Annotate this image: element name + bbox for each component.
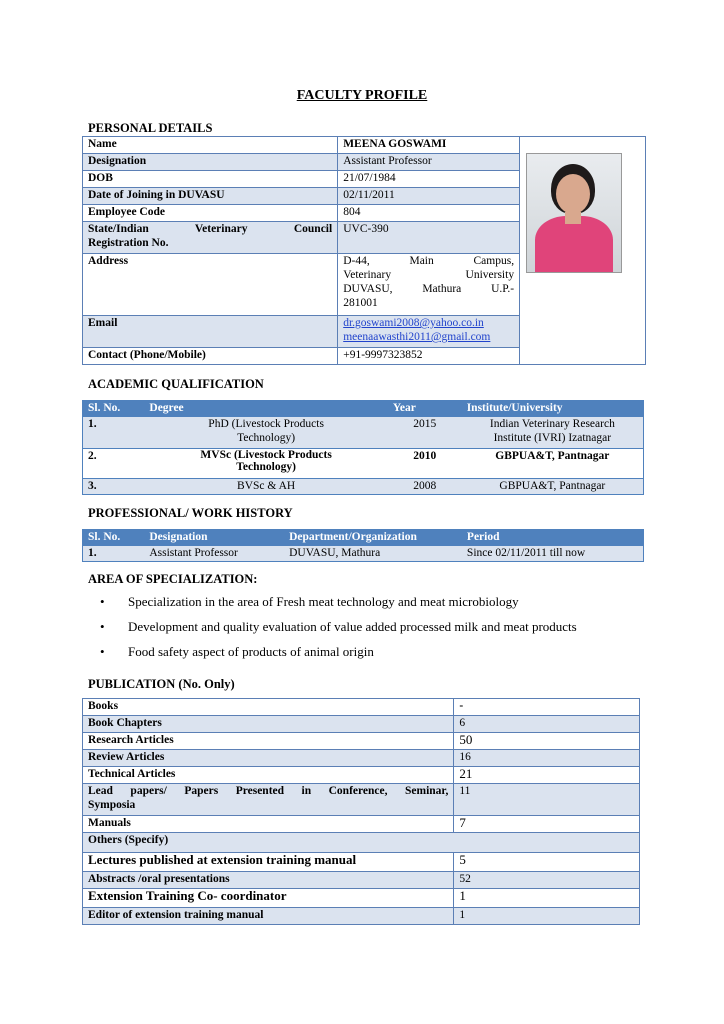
specialization-item: Specialization in the area of Fresh meat technology and meat microbiology <box>128 594 519 609</box>
table-row <box>83 699 640 716</box>
publication-value: 6 <box>454 716 640 733</box>
work-header-designation: Designation <box>144 530 284 546</box>
academic-table <box>82 400 644 495</box>
table-row <box>83 889 640 908</box>
list-item <box>100 619 577 635</box>
specialization-item: Development and quality evaluation of value added processed milk and meat products <box>128 619 577 634</box>
table-row <box>83 479 644 495</box>
table-row <box>83 833 640 853</box>
table-row <box>83 733 640 750</box>
table-row <box>83 853 640 872</box>
work-header-sl: Sl. No. <box>83 530 145 546</box>
email-link-1[interactable]: dr.goswami2008@yahoo.co.in <box>343 317 484 329</box>
academic-year: 2010 <box>388 449 462 479</box>
publication-label: Book Chapters <box>83 716 454 733</box>
address-line-2: Veterinary University <box>343 269 515 281</box>
specialization-item: Food safety aspect of products of animal origin <box>128 644 374 659</box>
email-label: Email <box>83 316 338 348</box>
specialization-heading: AREA OF SPECIALIZATION: <box>88 572 258 586</box>
academic-sl: 1. <box>83 417 145 449</box>
address-line-4: 281001 <box>343 297 378 309</box>
designation-value: Assistant Professor <box>338 154 520 171</box>
publication-value: 1 <box>454 889 640 908</box>
personal-details-table <box>82 136 646 365</box>
bullet-icon: • <box>100 644 105 659</box>
address-label: Address <box>83 254 338 316</box>
work-history-table <box>82 529 644 562</box>
publication-value: 16 <box>454 750 640 767</box>
academic-sl: 3. <box>83 479 145 495</box>
table-row <box>83 716 640 733</box>
academic-header-institute: Institute/University <box>462 401 644 417</box>
academic-degree-cont: Technology) <box>236 461 296 473</box>
bullet-icon: • <box>100 619 105 634</box>
publication-label: Extension Training Co- coordinator <box>83 889 454 908</box>
work-header-period: Period <box>462 530 644 546</box>
publication-value: 5 <box>454 853 640 872</box>
academic-header-sl: Sl. No. <box>83 401 145 417</box>
name-label: Name <box>83 137 338 154</box>
academic-heading: ACADEMIC QUALIFICATION <box>88 377 264 391</box>
employee-code-label: Employee Code <box>83 205 338 222</box>
publication-label: Research Articles <box>83 733 454 750</box>
publication-value: - <box>454 699 640 716</box>
academic-institute-cont: Institute (IVRI) Izatnagar <box>493 431 612 444</box>
academic-header-year: Year <box>388 401 462 417</box>
publication-value: 52 <box>454 872 640 889</box>
academic-institute: GBPUA&T, Pantnagar <box>462 479 644 495</box>
work-header-department: Department/Organization <box>284 530 462 546</box>
work-department: DUVASU, Mathura <box>284 546 462 562</box>
profile-photo <box>526 153 622 273</box>
doj-label: Date of Joining in DUVASU <box>83 188 338 205</box>
publication-value: 7 <box>454 816 640 833</box>
table-row <box>83 816 640 833</box>
publication-label: Books <box>83 699 454 716</box>
registration-label-line1: State/Indian Veterinary Council <box>88 223 333 235</box>
contact-value: +91-9997323852 <box>338 348 520 365</box>
academic-year: 2008 <box>388 479 462 495</box>
address-line-3: DUVASU, Mathura U.P.- <box>343 283 515 295</box>
table-row <box>83 872 640 889</box>
list-item <box>100 644 374 660</box>
table-row <box>83 546 644 562</box>
academic-degree: MVSc (Livestock Products <box>200 449 332 461</box>
dob-value: 21/07/1984 <box>338 171 520 188</box>
bullet-icon: • <box>100 594 105 609</box>
work-period: Since 02/11/2011 till now <box>462 546 644 562</box>
academic-header-degree: Degree <box>144 401 387 417</box>
photo-cell <box>520 137 646 365</box>
publication-label: Technical Articles <box>83 767 454 784</box>
academic-degree: PhD (Livestock Products <box>208 417 324 430</box>
table-row <box>83 417 644 449</box>
publication-label: Abstracts /oral presentations <box>83 872 454 889</box>
publication-value: 50 <box>454 733 640 750</box>
publication-label: Lectures published at extension training manual <box>83 853 454 872</box>
publication-label-cont: Symposia <box>88 799 136 811</box>
designation-label: Designation <box>83 154 338 171</box>
address-line-1: D-44, Main Campus, <box>343 255 515 267</box>
publication-value: 1 <box>454 908 640 925</box>
academic-institute: Indian Veterinary Research <box>489 417 615 430</box>
table-row <box>83 767 640 784</box>
publication-label: Editor of extension training manual <box>83 908 454 925</box>
registration-value: UVC-390 <box>338 222 520 254</box>
table-row <box>83 784 640 816</box>
table-row <box>83 750 640 767</box>
publication-value: 21 <box>454 767 640 784</box>
work-designation: Assistant Professor <box>144 546 284 562</box>
list-item <box>100 594 519 610</box>
table-row <box>83 908 640 925</box>
publication-heading: PUBLICATION (No. Only) <box>88 677 235 691</box>
academic-degree: BVSc & AH <box>144 479 387 495</box>
publication-label: Manuals <box>83 816 454 833</box>
academic-sl: 2. <box>83 449 145 479</box>
academic-institute: GBPUA&T, Pantnagar <box>462 449 644 479</box>
academic-year: 2015 <box>388 417 462 449</box>
registration-label-line2: Registration No. <box>88 237 169 249</box>
publication-table <box>82 698 640 925</box>
doj-value: 02/11/2011 <box>338 188 520 205</box>
page-title: FACULTY PROFILE <box>296 88 428 103</box>
employee-code-value: 804 <box>338 205 520 222</box>
email-link-2[interactable]: meenaawasthi2011@gmail.com <box>343 331 491 343</box>
table-row <box>83 449 644 479</box>
contact-label: Contact (Phone/Mobile) <box>83 348 338 365</box>
publication-label: Review Articles <box>83 750 454 767</box>
dob-label: DOB <box>83 171 338 188</box>
publication-value: 11 <box>454 784 640 816</box>
publication-label: Lead papers/ Papers Presented in Conference, Seminar, <box>88 785 449 797</box>
academic-degree-cont: Technology) <box>237 431 296 444</box>
personal-details-heading: PERSONAL DETAILS <box>88 121 213 135</box>
publication-label: Others (Specify) <box>83 833 640 853</box>
work-history-heading: PROFESSIONAL/ WORK HISTORY <box>88 506 293 520</box>
work-sl: 1. <box>83 546 145 562</box>
name-value: MEENA GOSWAMI <box>338 137 520 154</box>
